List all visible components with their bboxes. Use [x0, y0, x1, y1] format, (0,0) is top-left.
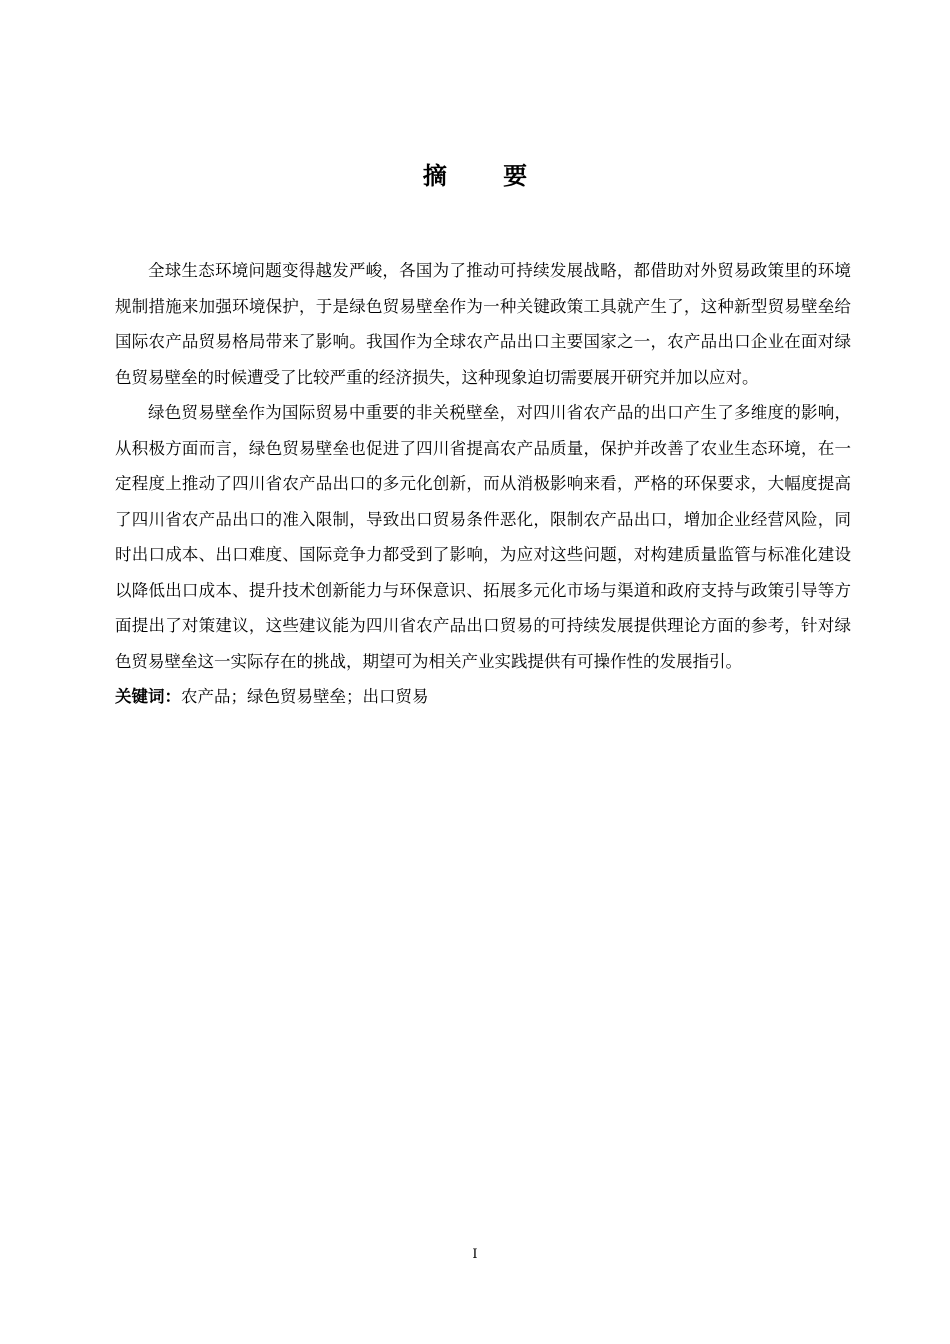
- abstract-paragraph-2: 绿色贸易壁垒作为国际贸易中重要的非关税壁垒，对四川省农产品的出口产生了多维度的影响，从积极方面而言，绿色贸易壁垒也促进了四川省提高农产品质量，保护并改善了农业生态环境，在一定程度上推动了四川省农产品出口的多元化创新，而从消极影响来看，严格的环保要求，大幅度提高了四川省农产品出口的准入限制，导致出口贸易条件恶化，限制农产品出口，增加企业经营风险，同时出口成本、出口难度、国际竞争力都受到了影响，为应对这些问题，对构建质量监管与标准化建设以降低出口成本、提升技术创新能力与环保意识、拓展多元化市场与渠道和政府支持与政策引导等方面提出了对策建议，这些建议能为四川省农产品出口贸易的可持续发展提供理论方面的参考，针对绿色贸易壁垒这一实际存在的挑战，期望可为相关产业实践提供有可操作性的发展指引。: [115, 403, 851, 671]
- keywords-line: [115, 679, 851, 715]
- keywords-label: 关键词：: [115, 687, 181, 706]
- abstract-paragraph-1: 全球生态环境问题变得越发严峻，各国为了推动可持续发展战略，都借助对外贸易政策里的环境规制措施来加强环境保护，于是绿色贸易壁垒作为一种关键政策工具就产生了，这种新型贸易壁垒给国际农产品贸易格局带来了影响。我国作为全球农产品出口主要国家之一，农产品出口企业在面对绿色贸易壁垒的时候遭受了比较严重的经济损失，这种现象迫切需要展开研究并加以应对。: [115, 261, 851, 387]
- abstract-body: [115, 253, 851, 715]
- abstract-title: 摘 要: [422, 161, 552, 190]
- keywords-text: 农产品；绿色贸易壁垒；出口贸易: [181, 687, 429, 706]
- page-number: I: [472, 1247, 478, 1262]
